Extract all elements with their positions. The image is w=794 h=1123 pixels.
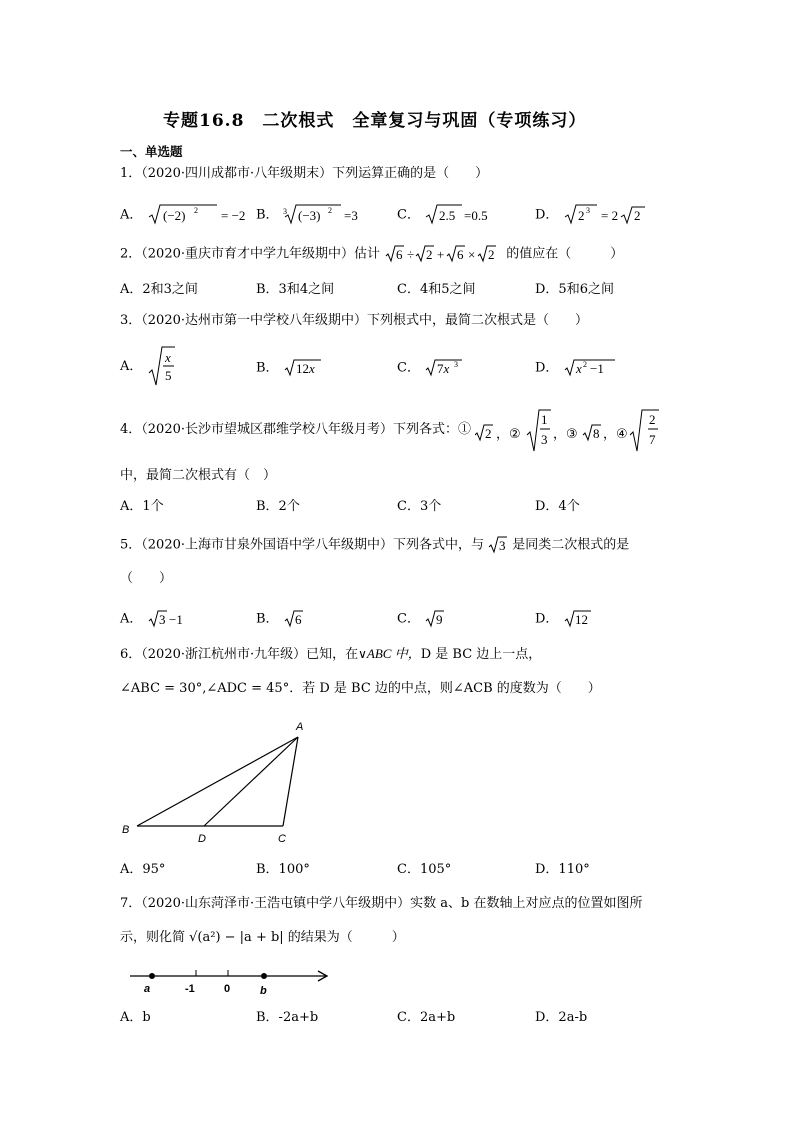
q2-option-b[interactable]: B．3和4之间	[256, 282, 335, 297]
svg-text:÷: ÷	[407, 247, 415, 262]
svg-text:9: 9	[436, 612, 443, 627]
label-a: A	[296, 721, 304, 733]
q3-option-b[interactable]: B． 12x	[256, 357, 333, 379]
q2-option-c[interactable]: C．4和5之间	[397, 282, 476, 297]
q1-option-b-math	[283, 203, 373, 227]
svg-text:2: 2	[577, 208, 585, 223]
svg-text:3: 3	[454, 360, 459, 369]
q7-option-c[interactable]: C．2a+b	[397, 1010, 456, 1025]
q3-option-c[interactable]: C． 7x 3	[397, 357, 474, 379]
svg-text:x: x	[575, 361, 582, 376]
q6-option-c[interactable]: C．105°	[397, 862, 452, 877]
svg-text:−1: −1	[168, 612, 183, 627]
svg-text:3: 3	[585, 206, 590, 215]
svg-text:2: 2	[485, 426, 492, 441]
q7-option-a[interactable]: A．b	[120, 1010, 151, 1025]
svg-text:2: 2	[327, 206, 332, 215]
svg-text:x: x	[164, 350, 171, 365]
question-3-stem: 3．（2020·达州市第一中学校八年级期中）下列根式中，最简二次根式是（ ）	[120, 313, 588, 328]
q5-option-d[interactable]: D． 12	[535, 608, 595, 630]
triangle-figure	[118, 718, 318, 848]
q7-option-b[interactable]: B．-2a+b	[256, 1010, 319, 1025]
label-b: b	[260, 985, 267, 997]
question-6-stem: 6．（2020·浙江杭州市·九年级）已知，在∨ABC 中，D 是 BC 边上一点，	[120, 646, 542, 662]
q5-option-c[interactable]: C． 9	[397, 608, 448, 630]
label-a: a	[144, 983, 151, 995]
question-4-stem: 4．（2020·长沙市望城区郡维学校八年级月考）下列各式：① 2 ，② 1 3 ，③ 8 ，④ 2 7	[120, 407, 661, 453]
q7-option-d[interactable]: D．2a-b	[535, 1010, 588, 1025]
svg-text:，④: ，④	[603, 427, 628, 442]
svg-text:6: 6	[294, 612, 302, 627]
q1-option-d[interactable]: D． 2 3 = 2 2	[535, 203, 653, 227]
svg-text:5: 5	[164, 368, 172, 383]
q1-option-c-math	[424, 203, 504, 227]
svg-text:2.5: 2.5	[439, 208, 456, 223]
svg-text:= 2: = 2	[600, 208, 618, 223]
svg-text:6: 6	[457, 247, 464, 262]
q6-option-b[interactable]: B．100°	[256, 862, 310, 877]
question-7-stem: 7．（2020·山东菏泽市·王浩屯镇中学八年级期中）实数 a、b 在数轴上对应点的位置如图所	[120, 896, 643, 911]
point-b	[261, 973, 267, 979]
svg-text:2: 2	[193, 206, 198, 215]
q3-option-b-math	[283, 357, 333, 379]
q5-option-a[interactable]: A． 3 −1	[120, 608, 197, 630]
svg-text:3: 3	[541, 432, 548, 447]
q3-option-a-math	[147, 345, 187, 389]
q5-option-d-math	[563, 608, 595, 630]
svg-text:1: 1	[541, 412, 548, 427]
point-a	[149, 973, 155, 979]
svg-text:，②: ，②	[496, 427, 521, 442]
question-5-stem-cont: （ ）	[120, 571, 173, 586]
svg-text:(−3): (−3)	[297, 208, 321, 223]
svg-text:×: ×	[468, 247, 476, 262]
question-5-stem: 5．（2020·上海市甘泉外国语中学八年级期中）下列各式中，与 3 是同类二次根式的是	[120, 535, 629, 555]
q6-option-d[interactable]: D．110°	[535, 862, 590, 877]
q5-option-a-math	[147, 608, 197, 630]
q4-items	[475, 407, 647, 453]
svg-text:，③: ，③	[553, 427, 578, 442]
q5-stem-math	[488, 535, 508, 555]
svg-text:(−2): (−2)	[162, 208, 186, 223]
svg-text:2: 2	[633, 208, 641, 223]
svg-text:12x: 12x	[295, 361, 315, 376]
label-zero: 0	[224, 983, 231, 995]
side-ac	[283, 737, 298, 826]
question-7-stem-line2: 示，则化简 √(a²) − |a + b| 的结果为（ ）	[120, 930, 405, 945]
svg-text:3: 3	[158, 612, 166, 627]
section-heading: 一、单选题	[120, 144, 183, 159]
svg-text:7x: 7x	[437, 361, 450, 376]
q4-option-a[interactable]: A．1个	[120, 499, 164, 514]
q2-option-d[interactable]: D．5和6之间	[535, 282, 614, 297]
q5-option-b[interactable]: B． 6	[256, 608, 307, 630]
q5-option-c-math	[424, 608, 448, 630]
q3-option-a[interactable]: A． x 5	[120, 345, 187, 389]
number-line	[128, 966, 338, 998]
q4-option-b[interactable]: B．2个	[256, 499, 300, 514]
q3-option-d[interactable]: D． x 2 −1	[535, 357, 623, 379]
q1-option-a-math	[147, 203, 257, 227]
svg-text:2: 2	[426, 247, 433, 262]
svg-text:+: +	[437, 247, 445, 262]
q3-option-c-math	[424, 357, 474, 379]
svg-text:=0.5: =0.5	[464, 208, 488, 223]
question-2-stem: 2．（2020·重庆市育才中学九年级期中）估计 6 ÷ 2 + 6 × 2 的值应在（ ）	[120, 243, 623, 265]
q4-option-d[interactable]: D．4个	[535, 499, 580, 514]
question-6-stem-line2: ∠ABC = 30°,∠ADC = 45°．若 D 是 BC 边的中点，则∠ACB 的度数为（ ）	[120, 681, 601, 696]
svg-text:= −2: = −2	[220, 208, 245, 223]
label-d: D	[198, 833, 206, 845]
page-title: 专题16.8 二次根式 全章复习与巩固（专项练习）	[163, 111, 587, 131]
q2-expression	[384, 243, 502, 265]
svg-text:12: 12	[574, 612, 588, 627]
q2-option-a[interactable]: A．2和3之间	[120, 282, 198, 297]
q3-option-d-math	[563, 357, 623, 379]
svg-text:2: 2	[488, 247, 495, 262]
svg-text:6: 6	[396, 247, 403, 262]
q1-option-a[interactable]: A． (−2) 2 = −2	[120, 203, 257, 227]
q4-item-4-fraction	[647, 407, 661, 453]
q4-option-c[interactable]: C．3个	[397, 499, 442, 514]
svg-text:3: 3	[282, 207, 287, 216]
label-b: B	[122, 824, 130, 836]
svg-text:8: 8	[593, 426, 600, 441]
question-4-stem-cont: 中，最简二次根式有（ ）	[120, 468, 277, 483]
label-minus-one: -1	[185, 983, 195, 995]
svg-text:−1: −1	[589, 361, 604, 376]
q6-option-a[interactable]: A．95°	[120, 862, 166, 877]
svg-text:2: 2	[582, 360, 587, 369]
q5-option-b-math	[283, 608, 307, 630]
svg-text:3: 3	[499, 538, 506, 553]
q1-option-d-math	[563, 203, 653, 227]
svg-text:2: 2	[649, 412, 656, 427]
svg-text:=3: =3	[343, 208, 358, 223]
q1-option-b[interactable]: B． 3 (−3) 2 =3	[256, 203, 373, 227]
q1-option-c[interactable]: C． 2.5 =0.5	[397, 203, 504, 227]
question-1-stem: 1．（2020·四川成都市·八年级期末）下列运算正确的是（ ）	[120, 166, 489, 181]
label-c: C	[278, 833, 286, 845]
svg-text:7: 7	[649, 432, 656, 447]
